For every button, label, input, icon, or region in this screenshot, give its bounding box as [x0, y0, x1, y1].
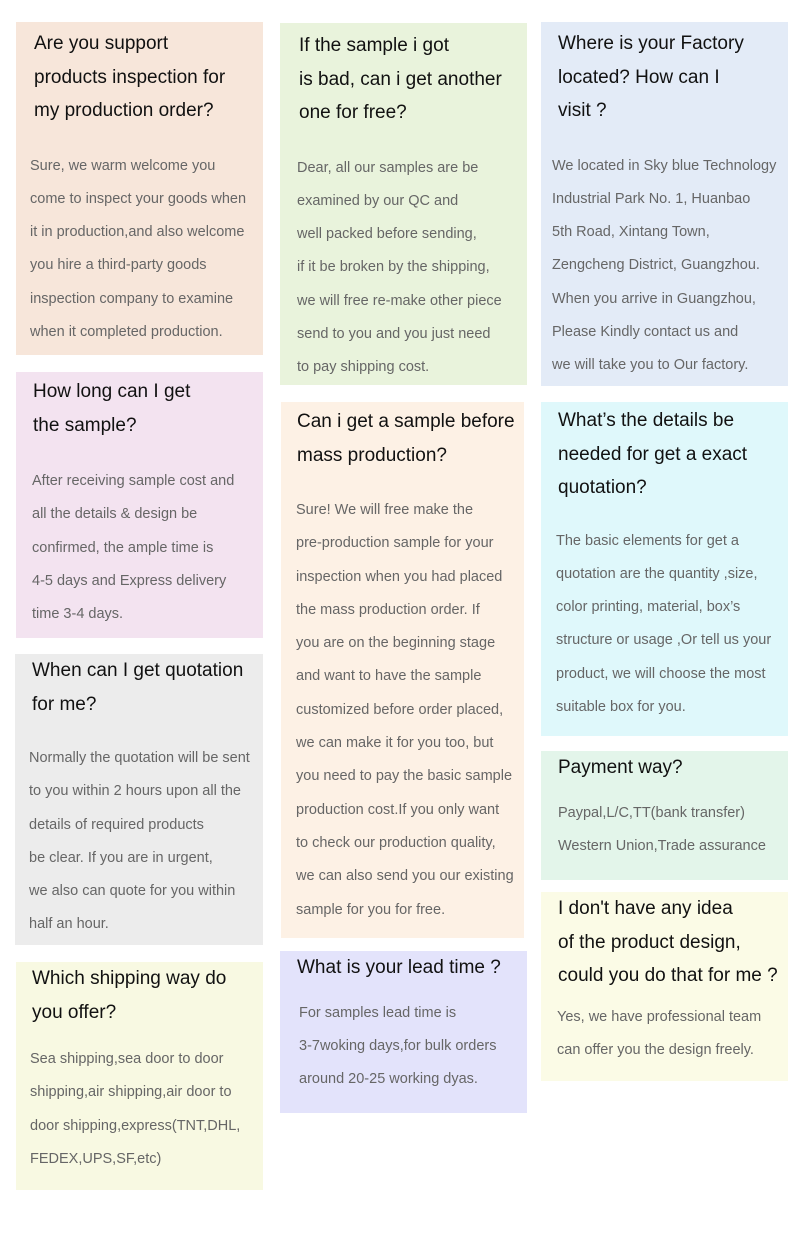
faq-answer: The basic elements for get a quotation are the quantity ,size, color printing, material, box’s structure or usage ,Or tell us your product, we will choose the most suitable box for you.	[556, 532, 772, 715]
faq-card-quotation-details	[541, 402, 788, 736]
faq-question: When can I get quotation for me?	[32, 660, 244, 715]
faq-question: Which shipping way do you offer?	[32, 968, 227, 1023]
faq-card-quotation-time	[15, 654, 263, 945]
faq-card-pre-production-sample	[281, 402, 524, 938]
faq-question: Are you support products inspection for my production order?	[34, 33, 226, 121]
faq-card-factory-location	[541, 22, 788, 386]
faq-answer: Sure, we warm welcome you come to inspect your goods when it in production,and also welcome you hire a third-party goods inspection company to examine when it completed production.	[30, 157, 247, 340]
faq-answer: Sea shipping,sea door to door shipping,air shipping,air door to door shipping,express(TNT,DHL, FEDEX,UPS,SF,etc)	[30, 1051, 241, 1167]
faq-question: If the sample i got is bad, can i get another one for free?	[299, 35, 502, 123]
faq-question: Where is your Factory located? How can I visit ?	[558, 33, 744, 121]
faq-question: I don't have any idea of the product design, could you do that for me ?	[558, 898, 778, 986]
faq-card-sample-time	[16, 372, 263, 638]
faq-answer: For samples lead time is 3-7woking days,for bulk orders around 20-25 working dyas.	[299, 1004, 497, 1088]
faq-card-payment	[541, 751, 788, 880]
faq-answer: After receiving sample cost and all the details & design be confirmed, the ample time is 4-5 days and Express delivery time 3-4 days.	[32, 473, 235, 623]
faq-answer: We located in Sky blue Technology Industrial Park No. 1, Huanbao 5th Road, Xintang Town, Zengcheng District, Guangzhou. When you arrive in Guangzhou, Please Kindly contact us and we will take you to Our factory.	[552, 157, 777, 374]
faq-card-inspection	[16, 22, 263, 355]
faq-answer: Paypal,L/C,TT(bank transfer) Western Union,Trade assurance	[558, 804, 766, 854]
faq-card-lead-time	[280, 951, 527, 1113]
faq-card-design-service	[541, 892, 788, 1081]
faq-answer: Normally the quotation will be sent to you within 2 hours upon all the details of required products be clear. If you are in urgent, we also can quote for you within half an hour.	[29, 750, 250, 933]
faq-question: How long can I get the sample?	[33, 381, 191, 436]
faq-question: What’s the details be needed for get a exact quotation?	[558, 410, 748, 498]
faq-card-shipping	[16, 962, 263, 1190]
faq-answer: Yes, we have professional team can offer you the design freely.	[557, 1008, 762, 1058]
faq-question: Payment way?	[558, 757, 683, 778]
faq-question: What is your lead time ?	[297, 957, 501, 978]
faq-question: Can i get a sample before mass production?	[297, 411, 515, 466]
faq-card-bad-sample	[280, 23, 527, 385]
faq-answer: Dear, all our samples are be examined by our QC and well packed before sending, if it be broken by the shipping, we will free re-make other piece send to you and you just need to pay shipping cost.	[297, 159, 502, 376]
faq-answer: Sure! We will free make the pre-production sample for your inspection when you had placed the mass production order. If you are on the beginning stage and want to have the sample customized before order placed, we can make it for you too, but you need to pay the basic sample production cost.If you only want to check our production quality, we can also send you our existing sample for you for free.	[296, 502, 514, 918]
